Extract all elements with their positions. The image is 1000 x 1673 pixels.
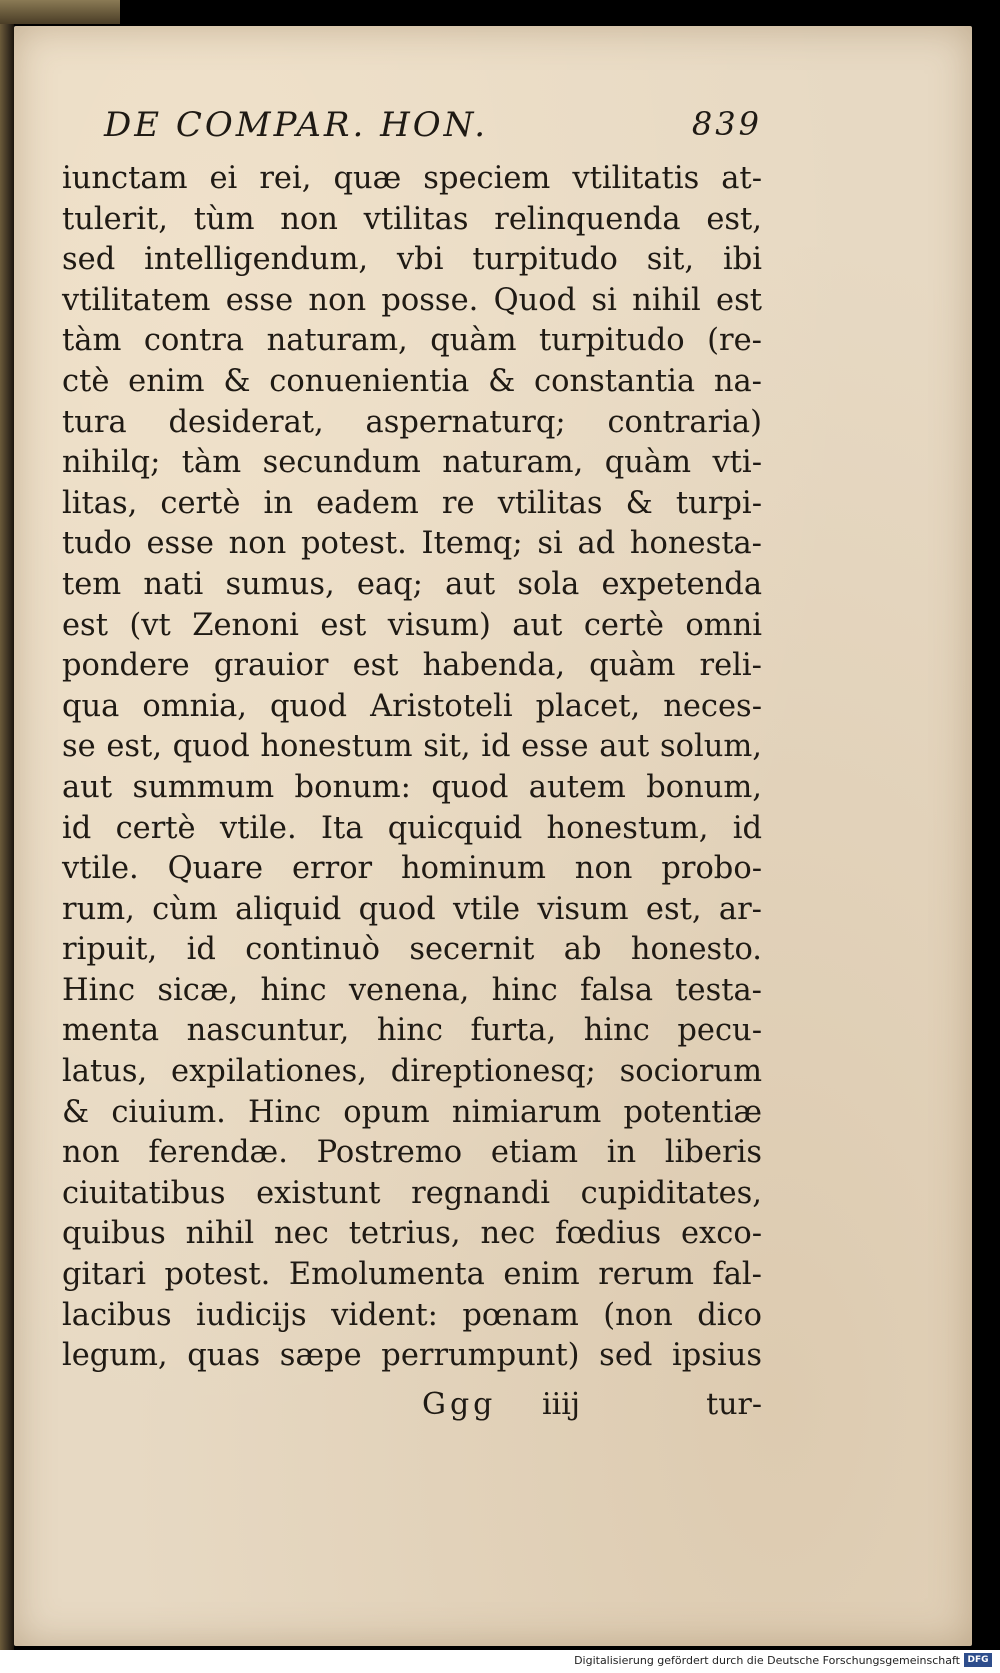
text-line: tura desiderat, aspernaturq; contraria) [62, 404, 762, 440]
text-line: tulerit, tùm non vtilitas relinquenda est, [62, 201, 762, 237]
dfg-logo: DFG [964, 1653, 992, 1667]
text-line: ctè enim & conuenientia & constantia na- [62, 363, 762, 399]
text-line: tudo esse non potest. Itemq; si ad honesta- [62, 526, 762, 562]
book-spine-edge [0, 0, 14, 1650]
text-line: menta nascuntur, hinc furta, hinc pecu- [62, 1013, 762, 1049]
text-line: litas, certè in eadem re vtilitas & turpi- [62, 485, 762, 521]
text-line: pondere grauior est habenda, quàm reli- [62, 648, 762, 684]
running-head-title: DE COMPAR. HON. [104, 105, 489, 145]
text-block [62, 159, 762, 1377]
text-line: quibus nihil nec tetrius, nec fœdius exco- [62, 1216, 762, 1252]
text-line: legum, quas sæpe perrumpunt) sed ipsius [62, 1338, 762, 1374]
text-line: id certè vtile. Ita quicquid honestum, id [62, 810, 762, 846]
page-number: 839 [691, 105, 762, 143]
text-line: aut summum bonum: quod autem bonum, [62, 769, 762, 805]
text-line: ciuitatibus existunt regnandi cupiditates, [62, 1175, 762, 1211]
signature-mark: Ggg [422, 1386, 497, 1422]
text-line: Hinc sicæ, hinc venena, hinc falsa testa- [62, 972, 762, 1008]
text-line: qua omnia, quod Aristoteli placet, neces- [62, 688, 762, 724]
text-line: non ferendæ. Postremo etiam in liberis [62, 1135, 762, 1171]
text-line: iunctam ei rei, quæ speciem vtilitatis at- [62, 161, 762, 196]
footer-bar [0, 1650, 1000, 1673]
text-line: est (vt Zenoni est visum) aut certè omni [62, 607, 762, 643]
text-line: latus, expilationes, direptionesq; sociorum [62, 1054, 762, 1090]
book-top-edge [0, 0, 120, 24]
text-line: tem nati sumus, eaq; aut sola expetenda [62, 566, 762, 602]
signature-number: iiij [542, 1386, 581, 1422]
text-line: sed intelligendum, vbi turpitudo sit, ibi [62, 242, 762, 278]
text-line: nihilq; tàm secundum naturam, quàm vti- [62, 445, 762, 481]
catchword-line [62, 1383, 762, 1431]
page-content [62, 95, 762, 1431]
text-line: vtile. Quare error hominum non probo- [62, 851, 762, 887]
funding-credit: Digitalisierung gefördert durch die Deutsche Forschungsgemeinschaft [574, 1654, 960, 1667]
text-line: se est, quod honestum sit, id esse aut solum, [62, 729, 762, 765]
running-head [62, 95, 762, 151]
text-line: lacibus iudicijs vident: pœnam (non dico [62, 1297, 762, 1333]
text-line: rum, cùm aliquid quod vtile visum est, ar- [62, 891, 762, 927]
text-line: & ciuium. Hinc opum nimiarum potentiæ [62, 1094, 762, 1130]
text-line: vtilitatem esse non posse. Quod si nihil est [62, 282, 762, 318]
text-line: ripuit, id continuò secernit ab honesto. [62, 932, 762, 968]
catchword: tur- [706, 1386, 762, 1422]
text-line: gitari potest. Emolumenta enim rerum fal- [62, 1257, 762, 1293]
text-line: tàm contra naturam, quàm turpitudo (re- [62, 323, 762, 359]
